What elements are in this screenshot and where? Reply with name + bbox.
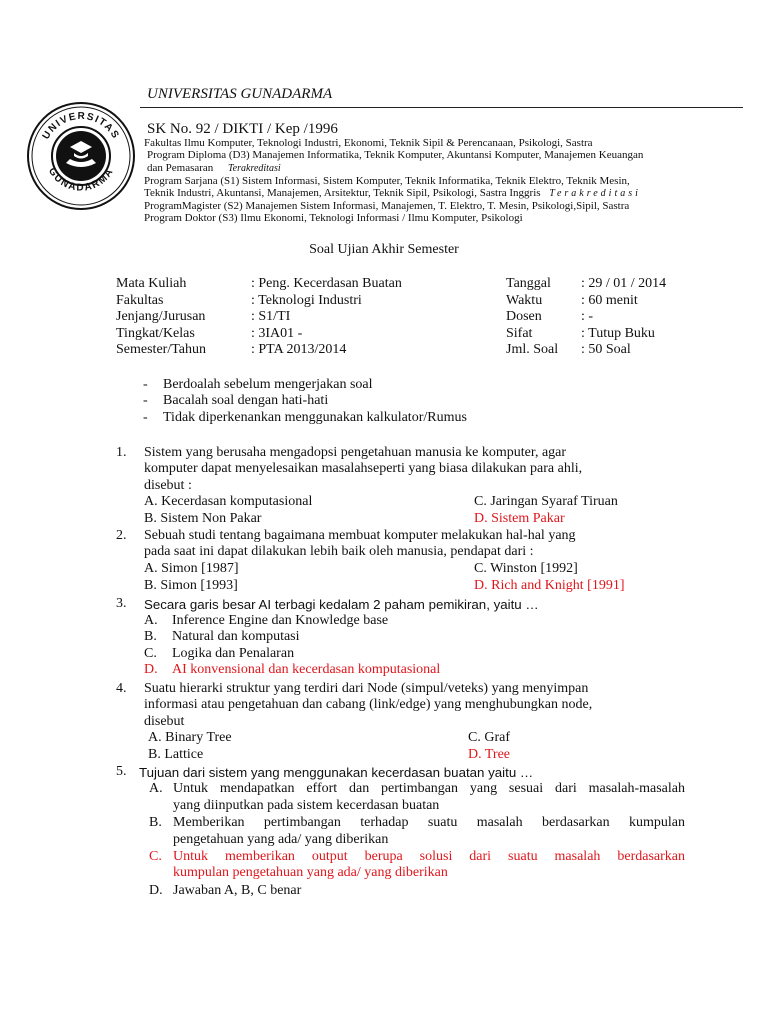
info-value: : PTA 2013/2014 <box>251 342 347 357</box>
exam-title: Soal Ujian Akhir Semester <box>309 242 459 257</box>
q1-option-b[interactable]: B. Sistem Non Pakar <box>144 511 262 526</box>
q2-line: pada saat ini dapat dilakukan lebih baik oleh manusia, pendapat dari : <box>144 544 534 560</box>
q1-number: 1. <box>116 445 127 460</box>
info-label: Jenjang/Jurusan <box>116 309 206 324</box>
info-label: Tingkat/Kelas <box>116 325 195 341</box>
university-logo <box>26 101 136 211</box>
info-value: : 50 Soal <box>581 342 631 357</box>
d3-line-2 <box>147 162 281 176</box>
q1-line: disebut : <box>144 477 192 493</box>
s1-line-1: Program Sarjana (S1) Sistem Informasi, Sistem Komputer, Teknik Informatika, Teknik Elektro, Teknik Mesin, <box>144 175 630 187</box>
q5-option-c-cont: kumpulan pengetahuan yang ada/ yang diberikan <box>173 865 448 880</box>
q3-letter: A. <box>144 613 158 628</box>
q5-letter-d: D. <box>149 883 163 898</box>
q3-number: 3. <box>116 596 127 611</box>
q4-line: informasi atau pengetahuan dan cabang (link/edge) yang menghubungkan node, <box>144 697 593 713</box>
q2-option-a[interactable]: A. Simon [1987] <box>144 561 239 576</box>
q4-option-a[interactable]: A. Binary Tree <box>148 730 232 745</box>
q5-stem: Tujuan dari sistem yang menggunakan kecerdasan buatan yaitu … <box>139 765 534 780</box>
info-label: Dosen <box>506 309 542 324</box>
rule-item: Berdoalah sebelum mengerjakan soal <box>163 377 373 392</box>
q5-letter-c: C. <box>149 849 162 864</box>
q2-option-c[interactable]: C. Winston [1992] <box>474 561 578 576</box>
info-label: Tanggal <box>506 276 551 291</box>
info-label: Jml. Soal <box>506 342 559 357</box>
info-label: Sifat <box>506 325 533 341</box>
q2-option-d-answer[interactable]: D. Rich and Knight [1991] <box>474 578 625 593</box>
accredited-tag-spaced: Terakreditasi <box>549 188 641 199</box>
q1-option-a[interactable]: A. Kecerdasan komputasional <box>144 494 313 509</box>
info-value: : Peng. Kecerdasan Buatan <box>251 276 402 291</box>
q5-option-a-cont: yang diinputkan pada sistem kecerdasan buatan <box>173 798 440 813</box>
d3-line-2-text: dan Pemasaran <box>147 162 214 174</box>
q4-line: disebut <box>144 713 185 729</box>
q5-option-b[interactable]: Memberikan pertimbangan terhadap suatu masalah berdasarkan kumpulan <box>173 815 685 830</box>
q1-option-c[interactable]: C. Jaringan Syaraf Tiruan <box>474 494 618 509</box>
info-right-labels <box>506 276 558 359</box>
q5-option-b-cont: pengetahuan yang ada/ yang diberikan <box>173 832 389 847</box>
q5-option-a[interactable]: Untuk mendapatkan effort dan pertimbangan yang sesuai dari masalah-masalah <box>173 781 685 796</box>
q5-option-d[interactable]: Jawaban A, B, C benar <box>173 883 302 898</box>
info-label: Mata Kuliah <box>116 276 187 291</box>
q4-stem <box>144 681 592 730</box>
rules-list <box>163 377 467 426</box>
q4-number: 4. <box>116 681 127 696</box>
info-left-labels <box>116 276 206 359</box>
q3-option-a[interactable]: Inference Engine dan Knowledge base <box>172 613 389 628</box>
q4-option-b[interactable]: B. Lattice <box>148 747 204 762</box>
rule-item: Bacalah soal dengan hati-hati <box>163 393 329 409</box>
info-left-values <box>251 276 402 359</box>
q1-stem <box>144 445 582 494</box>
s1-line-2-text: Teknik Industri, Akuntansi, Manajemen, Arsitektur, Teknik Sipil, Psikologi, Sastra Inggris <box>144 187 541 199</box>
info-right-values <box>581 276 666 359</box>
d3-line-1: Program Diploma (D3) Manajemen Informatika, Teknik Komputer, Akuntansi Komputer, Manajemen Keuangan <box>147 149 644 161</box>
logo-text-bottom: GUNADARMA <box>45 166 117 194</box>
bullet-dash: - <box>143 393 148 409</box>
q4-option-c[interactable]: C. Graf <box>468 730 510 745</box>
q5-letter-b: B. <box>149 815 162 830</box>
rule-item: Tidak diperkenankan menggunakan kalkulator/Rumus <box>163 409 467 425</box>
q3-option-letters <box>144 613 158 679</box>
accredited-tag: Terakreditasi <box>228 163 281 174</box>
q3-option-d-answer[interactable]: AI konvensional dan kecerdasan komputasional <box>172 662 441 678</box>
university-name: UNIVERSITAS GUNADARMA <box>147 86 333 102</box>
q3-options <box>172 613 440 679</box>
q3-letter: D. <box>144 662 158 678</box>
s1-line-2 <box>144 187 641 201</box>
logo-text-top: UNIVERSITAS <box>40 110 122 142</box>
q1-line: komputer dapat menyelesaikan masalahseperti yang biasa dilakukan para ahli, <box>144 461 583 477</box>
q4-line: Suatu hierarki struktur yang terdiri dari Node (simpul/veteks) yang menyimpan <box>144 681 589 696</box>
q1-line: Sistem yang berusaha mengadopsi pengetahuan manusia ke komputer, agar <box>144 445 567 460</box>
info-value: : Teknologi Industri <box>251 292 362 308</box>
info-label: Semester/Tahun <box>116 342 206 357</box>
info-value: : Tutup Buku <box>581 325 655 341</box>
q3-letter: B. <box>144 629 157 645</box>
rule-bullets <box>143 377 148 426</box>
q2-line: Sebuah studi tentang bagaimana membuat komputer melakukan hal-hal yang <box>144 528 576 543</box>
faculties-line: Fakultas Ilmu Komputer, Teknologi Industri, Ekonomi, Teknik Sipil & Perencanaan, Psikologi, Sastra <box>144 137 593 149</box>
q2-number: 2. <box>116 528 127 543</box>
info-value: : 60 menit <box>581 292 638 308</box>
q1-option-d-answer[interactable]: D. Sistem Pakar <box>474 511 565 526</box>
info-value: : S1/TI <box>251 309 291 324</box>
q3-stem: Secara garis besar AI terbagi kedalam 2 paham pemikiran, yaitu … <box>144 597 539 612</box>
q3-option-c[interactable]: Logika dan Penalaran <box>172 645 295 661</box>
bullet-dash: - <box>143 377 148 392</box>
q5-number: 5. <box>116 764 127 779</box>
sk-number: SK No. 92 / DIKTI / Kep /1996 <box>147 121 338 137</box>
info-value: : - <box>581 309 594 324</box>
q2-stem <box>144 528 576 561</box>
q3-letter: C. <box>144 645 157 661</box>
s3-line: Program Doktor (S3) Ilmu Ekonomi, Teknologi Informasi / Ilmu Komputer, Psikologi <box>144 212 523 224</box>
info-label: Waktu <box>506 292 543 308</box>
info-value: : 29 / 01 / 2014 <box>581 276 667 291</box>
q5-letter-a: A. <box>149 781 163 796</box>
q3-option-b[interactable]: Natural dan komputasi <box>172 629 300 645</box>
q5-option-c-answer[interactable]: Untuk memberikan output berupa solusi dari suatu masalah berdasarkan <box>173 849 685 864</box>
header-divider <box>140 107 743 108</box>
info-label: Fakultas <box>116 292 164 308</box>
q2-option-b[interactable]: B. Simon [1993] <box>144 578 238 593</box>
s2-line: ProgramMagister (S2) Manajemen Sistem Informasi, Manajemen, T. Elektro, T. Mesin, Psikologi,Sipil, Sastra <box>144 200 630 212</box>
q4-option-d-answer[interactable]: D. Tree <box>468 747 511 762</box>
info-value: : 3IA01 - <box>251 325 303 341</box>
bullet-dash: - <box>143 409 148 425</box>
